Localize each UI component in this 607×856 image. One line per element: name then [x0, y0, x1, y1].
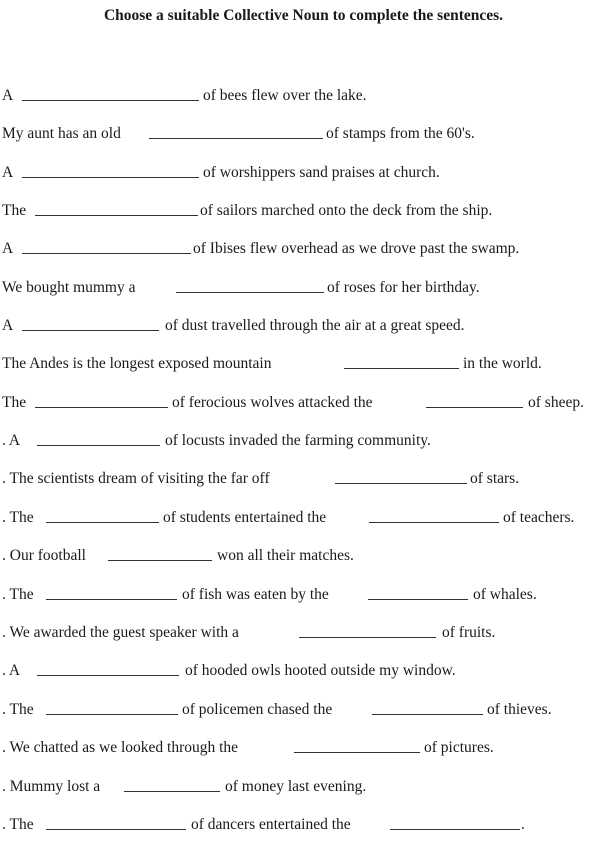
answer-blank[interactable] [372, 714, 483, 715]
sentence-text: of fruits. [442, 624, 496, 641]
answer-blank[interactable] [426, 407, 523, 408]
sentence-text: of fish was eaten by the [182, 586, 329, 603]
answer-blank[interactable] [22, 100, 199, 101]
sentence-text: of policemen chased the [182, 701, 333, 718]
answer-blank[interactable] [149, 138, 323, 139]
sentence-text: of roses for her birthday. [327, 279, 480, 296]
answer-blank[interactable] [368, 599, 468, 600]
sentence-text: of sheep. [528, 394, 584, 411]
sentence-text: . Mummy lost a [2, 778, 101, 795]
answer-blank[interactable] [294, 752, 420, 753]
sentence-text: in the world. [463, 355, 542, 372]
sentence-text: . A [2, 432, 21, 449]
sentence-text: The [2, 394, 27, 411]
answer-blank[interactable] [37, 675, 179, 676]
sentence-text: My aunt has an old [2, 125, 121, 142]
answer-blank[interactable] [37, 445, 160, 446]
sentence-text: . The [2, 509, 34, 526]
answer-blank[interactable] [46, 829, 186, 830]
answer-blank[interactable] [46, 714, 178, 715]
answer-blank[interactable] [335, 483, 467, 484]
sentence-text: of pictures. [424, 739, 494, 756]
sentence-text: We bought mummy a [2, 279, 136, 296]
sentence-text: . Our football [2, 547, 86, 564]
sentence-text: A [2, 240, 14, 257]
answer-blank[interactable] [46, 522, 159, 523]
answer-blank[interactable] [390, 829, 520, 830]
answer-blank[interactable] [369, 522, 499, 523]
answer-blank[interactable] [176, 292, 324, 293]
sentence-text: of stamps from the 60's. [326, 125, 475, 142]
sentence-text: of money last evening. [225, 778, 367, 795]
answer-blank[interactable] [22, 253, 191, 254]
sentence-text: of ferocious wolves attacked the [172, 394, 373, 411]
sentence-text: . We chatted as we looked through the [2, 739, 239, 756]
answer-blank[interactable] [108, 560, 212, 561]
answer-blank[interactable] [35, 215, 198, 216]
sentence-text: The Andes is the longest exposed mountain [2, 355, 272, 372]
sentence-text: of students entertained the [163, 509, 327, 526]
sentence-text: of stars. [470, 470, 520, 487]
sentence-text: A [2, 87, 14, 104]
sentence-text: A [2, 164, 14, 181]
sentence-text: of hooded owls hooted outside my window. [185, 662, 456, 679]
worksheet-title: Choose a suitable Collective Noun to complete the sentences. [103, 7, 504, 24]
sentence-text: . [521, 816, 525, 833]
sentence-text: of thieves. [487, 701, 552, 718]
sentence-text: . The [2, 701, 34, 718]
answer-blank[interactable] [46, 599, 177, 600]
sentence-text: . The scientists dream of visiting the far off [2, 470, 270, 487]
sentence-text: won all their matches. [217, 547, 354, 564]
answer-blank[interactable] [344, 368, 459, 369]
sentence-text: of dust travelled through the air at a great speed. [165, 317, 465, 334]
sentence-text: of Ibises flew overhead as we drove past the swamp. [193, 240, 520, 257]
answer-blank[interactable] [299, 637, 436, 638]
answer-blank[interactable] [124, 791, 220, 792]
sentence-text: of bees flew over the lake. [203, 87, 367, 104]
answer-blank[interactable] [22, 177, 199, 178]
sentence-text: of sailors marched onto the deck from the ship. [200, 202, 493, 219]
sentence-text: . The [2, 586, 34, 603]
answer-blank[interactable] [22, 330, 159, 331]
answer-blank[interactable] [35, 407, 168, 408]
sentence-text: of teachers. [503, 509, 575, 526]
sentence-text: of worshippers sand praises at church. [203, 164, 440, 181]
sentence-text: of dancers entertained the [191, 816, 351, 833]
sentence-text: of whales. [473, 586, 537, 603]
sentence-text: A [2, 317, 14, 334]
sentence-text: . The [2, 816, 34, 833]
sentence-text: The [2, 202, 27, 219]
sentence-text: of locusts invaded the farming community. [165, 432, 431, 449]
sentence-text: . A [2, 662, 21, 679]
sentence-text: . We awarded the guest speaker with a [2, 624, 239, 641]
